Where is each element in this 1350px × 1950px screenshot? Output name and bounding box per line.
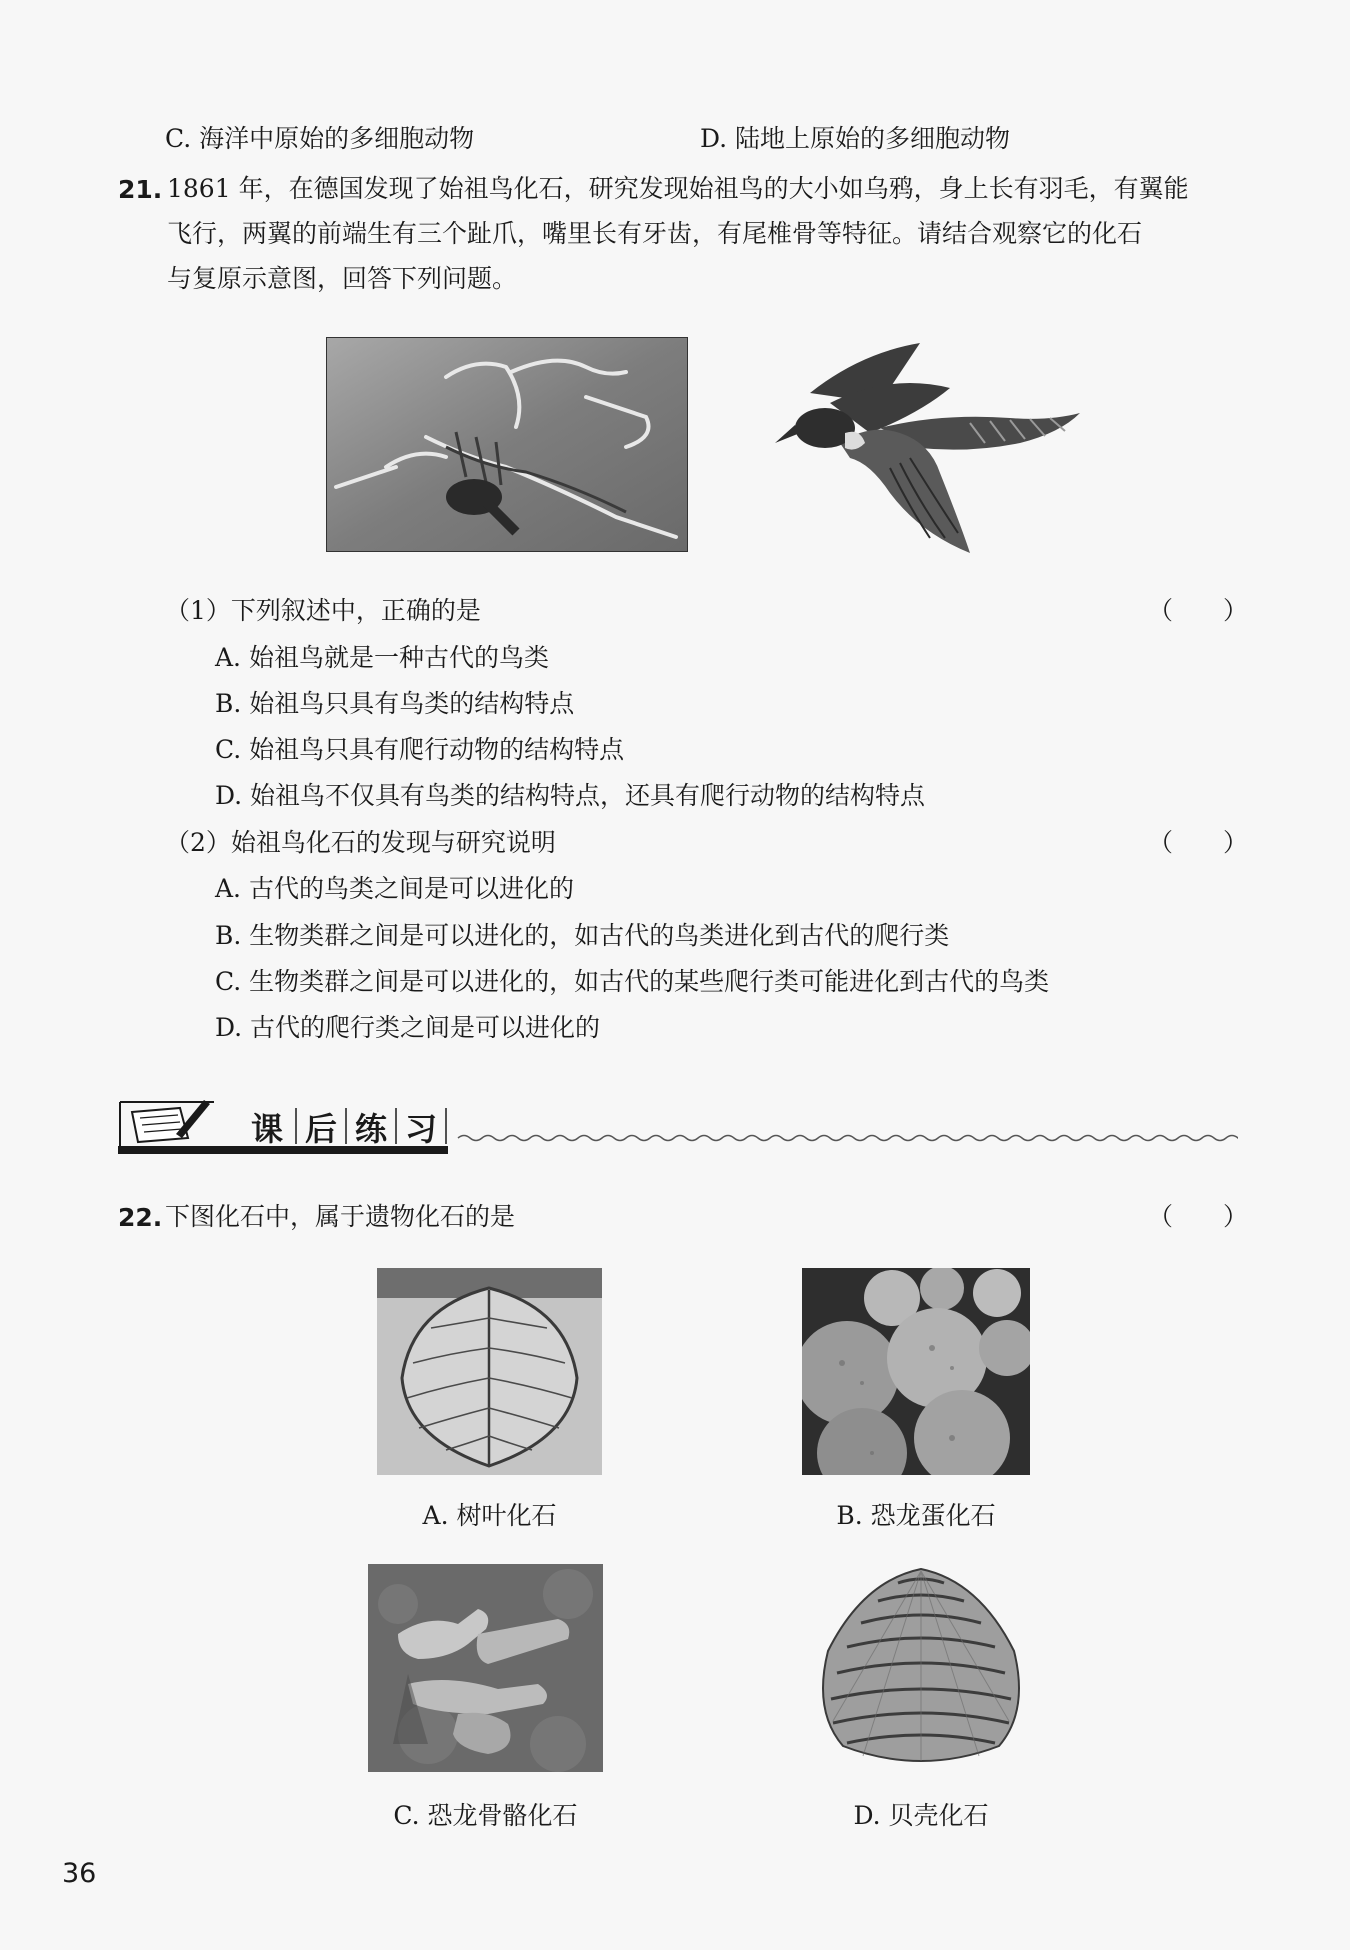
- figure-caption-c: C. 恐龙骨骼化石: [393, 1801, 578, 1830]
- question-21-number: 21.: [118, 175, 163, 204]
- sub-question-2-option-a: A. 古代的鸟类之间是可以进化的: [215, 874, 574, 903]
- sub-question-1-option-c: C. 始祖鸟只具有爬行动物的结构特点: [215, 735, 625, 764]
- section-title-char-2: 后: [304, 1110, 337, 1148]
- archaeopteryx-reconstruction-image: [770, 333, 1085, 555]
- sub-question-1-option-b: B. 始祖鸟只具有鸟类的结构特点: [215, 689, 575, 718]
- sub-question-2-option-b: B. 生物类群之间是可以进化的，如古代的鸟类进化到古代的爬行类: [215, 921, 950, 950]
- sub-question-1-option-a: A. 始祖鸟就是一种古代的鸟类: [215, 643, 549, 672]
- dinosaur-bone-fossil-image: [368, 1564, 603, 1772]
- sub-question-2-option-d: D. 古代的爬行类之间是可以进化的: [215, 1013, 601, 1042]
- sub-question-1-prompt: （1）下列叙述中，正确的是: [165, 596, 481, 625]
- question-21-stem-line-2: 飞行，两翼的前端生有三个趾爪，嘴里长有牙齿，有尾椎骨等特征。请结合观察它的化石: [167, 219, 1143, 248]
- section-header: [118, 1090, 1238, 1156]
- leaf-fossil-image: [377, 1268, 602, 1475]
- sub-question-2-option-c: C. 生物类群之间是可以进化的，如古代的某些爬行类可能进化到古代的鸟类: [215, 967, 1050, 996]
- section-title-char-1: 课: [250, 1110, 283, 1148]
- notebook-pen-icon: [132, 1100, 210, 1142]
- page-number: 36: [62, 1858, 97, 1889]
- sub-question-1-option-d: D. 始祖鸟不仅具有鸟类的结构特点，还具有爬行动物的结构特点: [215, 781, 926, 810]
- sub-question-1-answer-parentheses[interactable]: （ ）: [1148, 596, 1249, 625]
- sub-question-2-prompt: （2）始祖鸟化石的发现与研究说明: [165, 828, 556, 857]
- question-21-stem-line-1: 1861 年，在德国发现了始祖鸟化石，研究发现始祖鸟的大小如乌鸦，身上长有羽毛，有翼能: [167, 174, 1189, 203]
- shell-fossil-image: [803, 1561, 1039, 1771]
- section-title-char-4: 习: [404, 1110, 437, 1148]
- question-22-stem: 下图化石中，属于遗物化石的是: [165, 1202, 516, 1231]
- question-22-answer-parentheses[interactable]: （ ）: [1148, 1202, 1249, 1231]
- section-title-char-3: 练: [354, 1110, 387, 1148]
- question-22-number: 22.: [118, 1203, 163, 1232]
- question-21-stem-line-3: 与复原示意图，回答下列问题。: [167, 264, 518, 293]
- prev-option-d: D. 陆地上原始的多细胞动物: [700, 124, 1011, 153]
- figure-caption-d: D. 贝壳化石: [853, 1801, 989, 1830]
- dinosaur-egg-fossil-image: [802, 1268, 1030, 1475]
- prev-option-c: C. 海洋中原始的多细胞动物: [165, 124, 475, 153]
- figure-caption-a: A. 树叶化石: [422, 1501, 557, 1530]
- sub-question-2-answer-parentheses[interactable]: （ ）: [1148, 828, 1249, 857]
- archaeopteryx-fossil-image: [326, 337, 688, 552]
- figure-caption-b: B. 恐龙蛋化石: [836, 1501, 996, 1530]
